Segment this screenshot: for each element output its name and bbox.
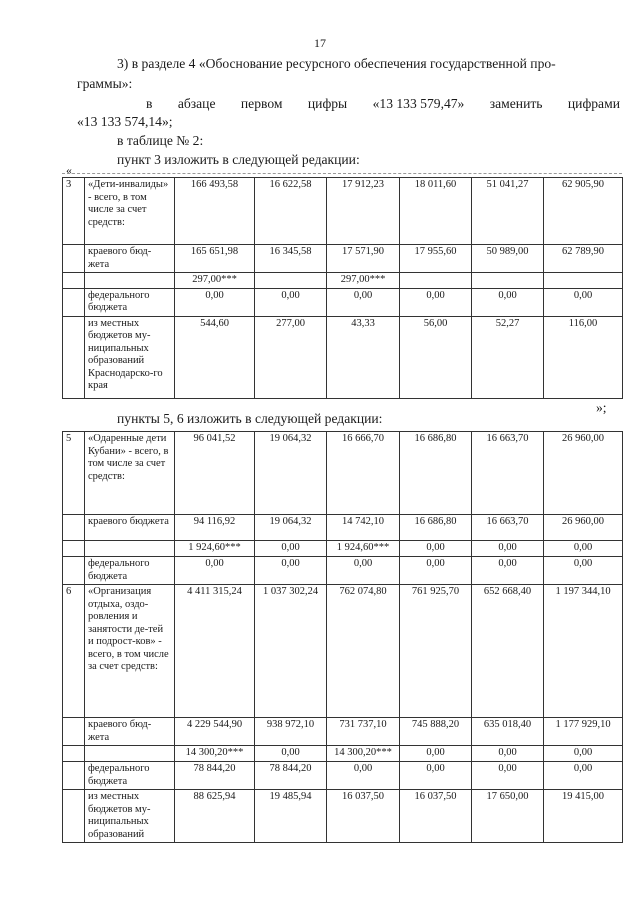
value-cell: 16 686,80 [400,515,472,541]
value-cell: 0,00 [472,746,544,762]
word: цифры [307,96,348,111]
row-label-cell: «Организация отдыха, оздо-ровления и занятости де-тей и подрост-ков» - всего, в том числе за счет средств: [85,585,175,718]
value-cell: 26 960,00 [544,515,623,541]
value-cell: 761 925,70 [400,585,472,718]
value-cell: 0,00 [472,541,544,557]
value-cell: 297,00*** [327,273,400,289]
value-cell: 0,00 [544,288,623,316]
value-cell: 635 018,40 [472,718,544,746]
value-cell: 16 037,50 [327,790,400,843]
intro-line-6: пункт 3 изложить в следующей редакции: [117,152,360,167]
row-number-cell [63,515,85,541]
value-cell: 19 064,32 [255,432,327,515]
value-cell: 94 116,92 [175,515,255,541]
value-cell: 1 197 344,10 [544,585,623,718]
value-cell: 50 989,00 [472,245,544,273]
value-cell [544,273,623,289]
value-cell: 4 411 315,24 [175,585,255,718]
table-items-5-6 [62,431,623,843]
row-number-cell: 6 [63,585,85,718]
value-cell: 51 041,27 [472,178,544,245]
page-number: 17 [314,36,326,50]
value-cell: 56,00 [400,316,472,398]
close-quote: »; [596,400,607,415]
value-cell: 0,00 [544,541,623,557]
value-cell: 16 345,58 [255,245,327,273]
divider [62,173,622,174]
row-label-cell: из местных бюджетов му-ниципальных образований [85,790,175,843]
row-number-cell [63,557,85,585]
row-label-cell: федерального бюджета [85,288,175,316]
row-number-cell [63,762,85,790]
value-cell: 0,00 [400,746,472,762]
value-cell [400,273,472,289]
word: в [146,96,153,111]
row-label-cell: федерального бюджета [85,557,175,585]
value-cell: 43,33 [327,316,400,398]
word: цифрами [567,96,620,111]
value-cell: 0,00 [175,288,255,316]
value-cell: 277,00 [255,316,327,398]
value-cell: 16 622,58 [255,178,327,245]
value-cell: 14 742,10 [327,515,400,541]
open-quote: « [66,163,72,177]
value-cell: 16 663,70 [472,432,544,515]
value-cell: 0,00 [175,557,255,585]
row-number-cell [63,790,85,843]
value-cell: 17 650,00 [472,790,544,843]
value-cell: 17 571,90 [327,245,400,273]
value-cell: 0,00 [255,288,327,316]
value-cell: 26 960,00 [544,432,623,515]
value-cell [255,273,327,289]
value-cell: 0,00 [544,746,623,762]
value-cell: 0,00 [400,541,472,557]
row-label-cell: краевого бюджета [85,515,175,541]
value-cell: 0,00 [400,288,472,316]
row-label-cell [85,273,175,289]
value-cell: 78 844,20 [255,762,327,790]
value-cell: 16 666,70 [327,432,400,515]
value-cell [472,273,544,289]
row-number-cell [63,245,85,273]
table-row [63,273,623,289]
value-cell: 19 485,94 [255,790,327,843]
word: первом [240,96,283,111]
table-row [63,790,623,843]
value-cell: 0,00 [327,762,400,790]
value-cell: 17 912,23 [327,178,400,245]
value-cell: 18 011,60 [400,178,472,245]
table-row [63,718,623,746]
value-cell: 1 037 302,24 [255,585,327,718]
value-cell: 652 668,40 [472,585,544,718]
table-row [63,515,623,541]
value-cell: 166 493,58 [175,178,255,245]
table-row [63,178,623,245]
row-label-cell: «Дети-инвалиды» - всего, в том числе за счет средств: [85,178,175,245]
value-cell: 16 686,80 [400,432,472,515]
table-row [63,245,623,273]
row-number-cell [63,316,85,398]
row-number-cell: 3 [63,178,85,245]
value-cell: 0,00 [544,557,623,585]
intro-line-4: «13 133 574,14»; [77,114,173,129]
word: «13 133 579,47» [372,96,465,111]
value-cell: 938 972,10 [255,718,327,746]
table-row [63,316,623,398]
value-cell: 62 905,90 [544,178,623,245]
table-row [63,585,623,718]
table-row [63,557,623,585]
table-row [63,432,623,515]
value-cell: 4 229 544,90 [175,718,255,746]
value-cell: 0,00 [472,762,544,790]
row-label-cell: краевого бюд-жета [85,245,175,273]
value-cell: 0,00 [255,541,327,557]
row-number-cell [63,273,85,289]
value-cell: 96 041,52 [175,432,255,515]
value-cell: 0,00 [327,557,400,585]
value-cell: 731 737,10 [327,718,400,746]
word: абзаце [177,96,216,111]
value-cell: 19 064,32 [255,515,327,541]
value-cell: 1 924,60*** [327,541,400,557]
value-cell: 0,00 [327,288,400,316]
table-row [63,541,623,557]
value-cell: 1 924,60*** [175,541,255,557]
value-cell: 14 300,20*** [175,746,255,762]
intro-line-1: 3) в разделе 4 «Обоснование ресурсного обеспечения государственной про- [117,56,556,71]
value-cell: 0,00 [255,746,327,762]
table-item-3 [62,177,623,399]
row-label-cell: краевого бюд-жета [85,718,175,746]
value-cell: 0,00 [544,762,623,790]
row-number-cell [63,718,85,746]
value-cell: 62 789,90 [544,245,623,273]
value-cell: 116,00 [544,316,623,398]
value-cell: 16 663,70 [472,515,544,541]
table-row [63,288,623,316]
row-number-cell [63,288,85,316]
intro-line-5: в таблице № 2: [117,133,204,148]
table-row [63,762,623,790]
row-label-cell: из местных бюджетов му-ниципальных образований Краснодарско-го края [85,316,175,398]
intro-line-7: пункты 5, 6 изложить в следующей редакции: [117,411,383,426]
value-cell: 19 415,00 [544,790,623,843]
value-cell: 544,60 [175,316,255,398]
value-cell: 745 888,20 [400,718,472,746]
value-cell: 17 955,60 [400,245,472,273]
row-label-cell: «Одаренные дети Кубани» - всего, в том числе за счет средств: [85,432,175,515]
value-cell: 165 651,98 [175,245,255,273]
row-label-cell: федерального бюджета [85,762,175,790]
table-row [63,746,623,762]
intro-line-2: граммы»: [77,76,133,91]
value-cell: 0,00 [255,557,327,585]
value-cell: 88 625,94 [175,790,255,843]
row-label-cell [85,746,175,762]
value-cell: 16 037,50 [400,790,472,843]
value-cell: 78 844,20 [175,762,255,790]
value-cell: 0,00 [400,762,472,790]
word: заменить [489,96,543,111]
row-number-cell [63,746,85,762]
row-number-cell [63,541,85,557]
value-cell: 14 300,20*** [327,746,400,762]
value-cell: 762 074,80 [327,585,400,718]
value-cell: 0,00 [400,557,472,585]
row-label-cell [85,541,175,557]
intro-line-3 [146,96,620,112]
value-cell: 52,27 [472,316,544,398]
value-cell: 1 177 929,10 [544,718,623,746]
value-cell: 0,00 [472,557,544,585]
value-cell: 0,00 [472,288,544,316]
value-cell: 297,00*** [175,273,255,289]
row-number-cell: 5 [63,432,85,515]
